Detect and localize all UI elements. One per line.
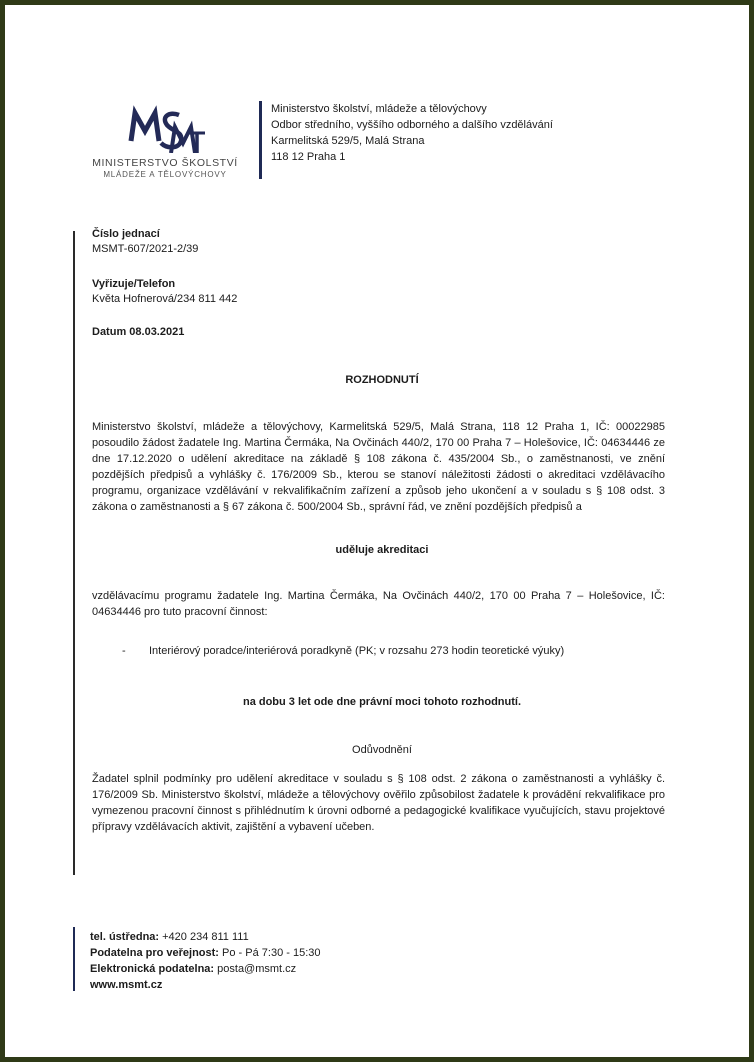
reference-value: MSMT-607/2021-2/39 [92,243,199,255]
reasoning-heading: Odůvodnění [352,744,412,756]
program-paragraph: vzdělávacímu programu žadatele Ing. Martina Čermáka, Na Ovčinách 440/2, 170 00 Praha 7 – Holešovice, IČ: 04634446 pro tuto pracovní činnost: [92,590,665,618]
contact-label: Vyřizuje/Telefon [92,278,176,290]
header-divider [259,101,262,179]
document-page [5,5,749,1057]
grant-statement: uděluje akreditaci [335,544,429,556]
logo-text-line2: MLÁDEŽE A TĚLOVÝCHOVY [103,170,227,179]
decision-intro-paragraph: Ministerstvo školství, mládeže a tělovýchovy, Karmelitská 529/5, Malá Strana, 118 12 Praha 1, IČ: 00022985 posoudilo žádost žadatele Ing. Martina Čermáka, Na Ovčinách 440/2, 170 00 Praha 7 – Holešovice, IČ: 04634446 ze dne 17.12.2020 o udělení akreditace na základě § 108 zákona č. 435/2004 Sb., o zaměstnanosti, ve znění pozdějších předpisů a vyhlášky č. 176/2009 Sb., kterou se stanoví náležitosti žádosti o akreditaci vzdělávacího programu, organizace vzdělávání v rekvalifikačním zařízení a způsob jeho ukončení a v souladu s § 108 odst. 3 zákona o zaměstnanosti a § 67 zákona č. 500/2004 Sb., správní řád, ve znění pozdějších předpisů a [92,421,665,513]
bullet-marker: - [122,645,126,657]
left-margin-rule [73,231,75,875]
msmt-monogram-icon [127,105,207,153]
contact-value: Květa Hofnerová/234 811 442 [92,293,238,305]
footer-eoffice [90,961,321,977]
footer-phone [90,929,321,945]
eoffice-label: Elektronická podatelna: [90,963,215,975]
ministry-name: Ministerstvo školství, mládeže a tělovýchovy [271,103,487,115]
logo-text-line1: MINISTERSTVO ŠKOLSTVÍ [92,157,238,169]
reference-number-block [92,227,198,257]
office-value: Po - Pá 7:30 - 15:30 [218,947,321,959]
footer-contacts [90,929,321,993]
contact-block [92,277,237,307]
footer-office [90,945,321,961]
phone-value: +420 234 811 111 [159,931,249,943]
department-name: Odbor středního, vyššího odborného a dalšího vzdělávání [271,119,553,131]
occupation-item: Interiérový poradce/interiérová poradkyně (PK; v rozsahu 273 hodin teoretické výuky) [149,645,565,657]
duration-statement: na dobu 3 let ode dne právní moci tohoto rozhodnutí. [242,696,522,708]
document-date: Datum 08.03.2021 [92,326,185,338]
msmt-logo [85,105,245,185]
reference-label: Číslo jednací [92,228,160,240]
eoffice-value[interactable]: posta@msmt.cz [214,963,297,975]
phone-label: tel. ústředna: [90,931,160,943]
footer-divider [73,927,75,991]
decision-heading: ROZHODNUTÍ [345,374,419,386]
ministry-street: Karmelitská 529/5, Malá Strana [271,135,425,147]
website-link[interactable]: www.msmt.cz [90,979,163,991]
reasoning-paragraph: Žadatel splnil podmínky pro udělení akreditace v souladu s § 108 odst. 2 zákona o zaměstnanosti a vyhlášky č. 176/2009 Sb. Ministerstvo školství, mládeže a tělovýchovy ověřilo způsobilost žadatele k provádění rekvalifikace pro vymezenou pracovní činnost s přihlédnutím k úrovni odborné a pedagogické kvalifikace vyučujících, stavu projektové přípravy vzdělávacích aktivit, zajištění a vybavení učeben. [92,773,665,833]
office-label: Podatelna pro veřejnost: [90,947,219,959]
ministry-address [271,101,553,165]
ministry-city: 118 12 Praha 1 [271,151,346,163]
